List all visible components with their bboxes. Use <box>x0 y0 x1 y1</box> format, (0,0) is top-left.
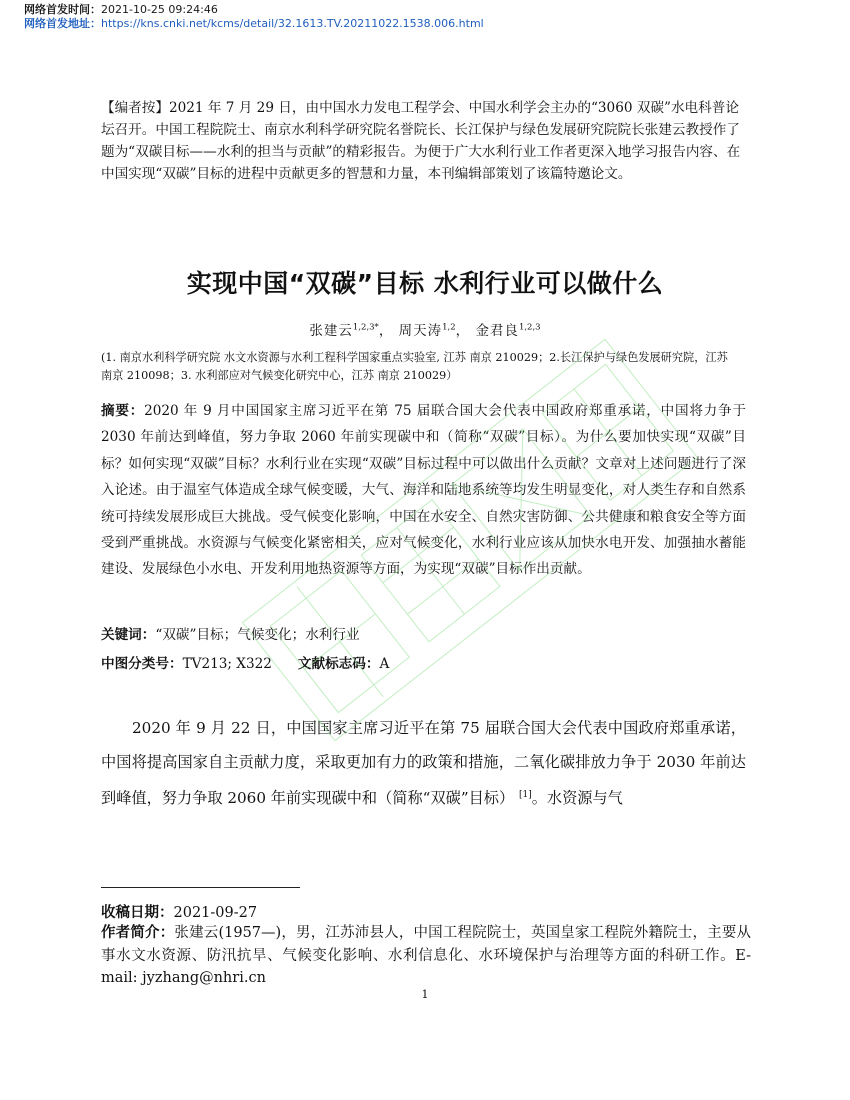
author-affiliation-mark: 1,2,3* <box>352 322 379 333</box>
online-publish-time <box>24 3 218 17</box>
page-number: 1 <box>421 988 429 1001</box>
editor-note: 【编者按】2021 年 7 月 29 日，由中国水力发电工程学会、中国水利学会主办的“3060 双碳”水电科普论坛召开。中国工程院院士、南京水利科学研究院名誉院长、长江保护与绿色发展研究院院长张建云教授作了题为“双碳目标——水利的担当与贡献”的精彩报告。为便于广大水利行业工作者更深入地学习报告内容、在中国实现“双碳”目标的进程中贡献更多的智慧和力量，本刊编辑部策划了该篇特邀论文。 <box>101 100 741 182</box>
received-date-value: 2021-09-27 <box>173 905 258 921</box>
author-list <box>100 319 750 339</box>
author-name: 张建云 <box>309 323 353 339</box>
author-name: 金君良 <box>475 323 519 339</box>
author-name: 周天涛 <box>398 323 443 339</box>
footnote-divider <box>101 887 300 888</box>
received-date-label: 收稿日期： <box>101 905 174 921</box>
paper-title: 实现中国“双碳”目标 水利行业可以做什么 <box>186 269 664 298</box>
clc-value: TV213; X322 <box>182 656 272 672</box>
online-publish-url <box>24 17 484 31</box>
received-date <box>101 903 257 923</box>
keywords-text: “双碳”目标；气候变化；水利行业 <box>155 627 360 643</box>
clc-label: 中图分类号： <box>101 656 183 672</box>
author-bio-text: 张建云(1957—)，男，江苏沛县人，中国工程院院士，英国皇家工程院外籍院士，主要从事水文水资源、防汛抗旱、气候变化影响、水利信息化、水环境保护与治理等方面的科研工作。E-mail: jyzhang@nhri.cn <box>101 925 752 986</box>
affiliations: (1. 南京水利科学研究院 水文水资源与水利工程科学国家重点实验室, 江苏 南京 210029；2.长江保护与绿色发展研究院，江苏 南京 210098；3. 水利部应对气候变化研究中心，江苏 南京 210029） <box>101 351 728 382</box>
body-text: 2020 年 9 月 22 日，中国国家主席习近平在第 75 届联合国大会代表中国政府郑重承诺，中国将提高国家自主贡献力度，采取更加有力的政策和措施，二氧化碳排放力争于 2030 年前达到峰值，努力争取 2060 年前实现碳中和（简称“双碳”目标） <box>101 719 746 808</box>
author-affiliation-mark: 1,2 <box>442 322 456 333</box>
author-affiliation-mark: 1,2,3 <box>518 322 541 333</box>
online-publish-time-label: 网络首发时间： <box>24 3 101 16</box>
author-bio-label: 作者简介： <box>101 925 175 941</box>
classification-line <box>101 654 746 674</box>
doc-code-label: 文献标志码： <box>297 656 380 672</box>
author-separator: ， <box>455 323 471 339</box>
body-paragraph <box>101 712 746 816</box>
citation-ref[interactable]: [1] <box>518 790 532 800</box>
keywords-label: 关键词： <box>101 627 156 643</box>
online-publish-time-value: 2021-10-25 09:24:46 <box>101 3 218 16</box>
body-text-continued: 。水资源与气 <box>531 789 623 808</box>
abstract-label: 摘要： <box>101 403 145 419</box>
online-publish-url-label: 网络首发地址： <box>24 17 101 30</box>
abstract <box>101 398 746 583</box>
author-separator: ， <box>378 323 394 339</box>
online-publish-url-link[interactable]: https://kns.cnki.net/kcms/detail/32.1613.TV.20211022.1538.006.html <box>101 17 484 30</box>
keywords <box>101 625 746 645</box>
abstract-text: 2020 年 9 月中国国家主席习近平在第 75 届联合国大会代表中国政府郑重承诺，中国将力争于 2030 年前达到峰值，努力争取 2060 年前实现碳中和（简称“双碳”目标）。为什么要加快实现“双碳”目标？如何实现“双碳”目标？水利行业在实现“双碳”目标过程中可以做出什么贡献？文章对上述问题进行了深入论述。由于温室气体造成全球气候变暖，大气、海洋和陆地系统等均发生明显变化，对人类生存和自然系统可持续发展形成巨大挑战。受气候变化影响，中国在水安全、自然灾害防御、公共健康和粮食安全等方面受到严重挑战。水资源与气候变化紧密相关，应对气候变化，水利行业应该从加快水电开发、加强抽水蓄能建设、发展绿色小水电、开发利用地热资源等方面，为实现“双碳”目标作出贡献。 <box>101 403 746 578</box>
author-bio <box>101 922 751 990</box>
doc-code-value: A <box>379 656 390 672</box>
